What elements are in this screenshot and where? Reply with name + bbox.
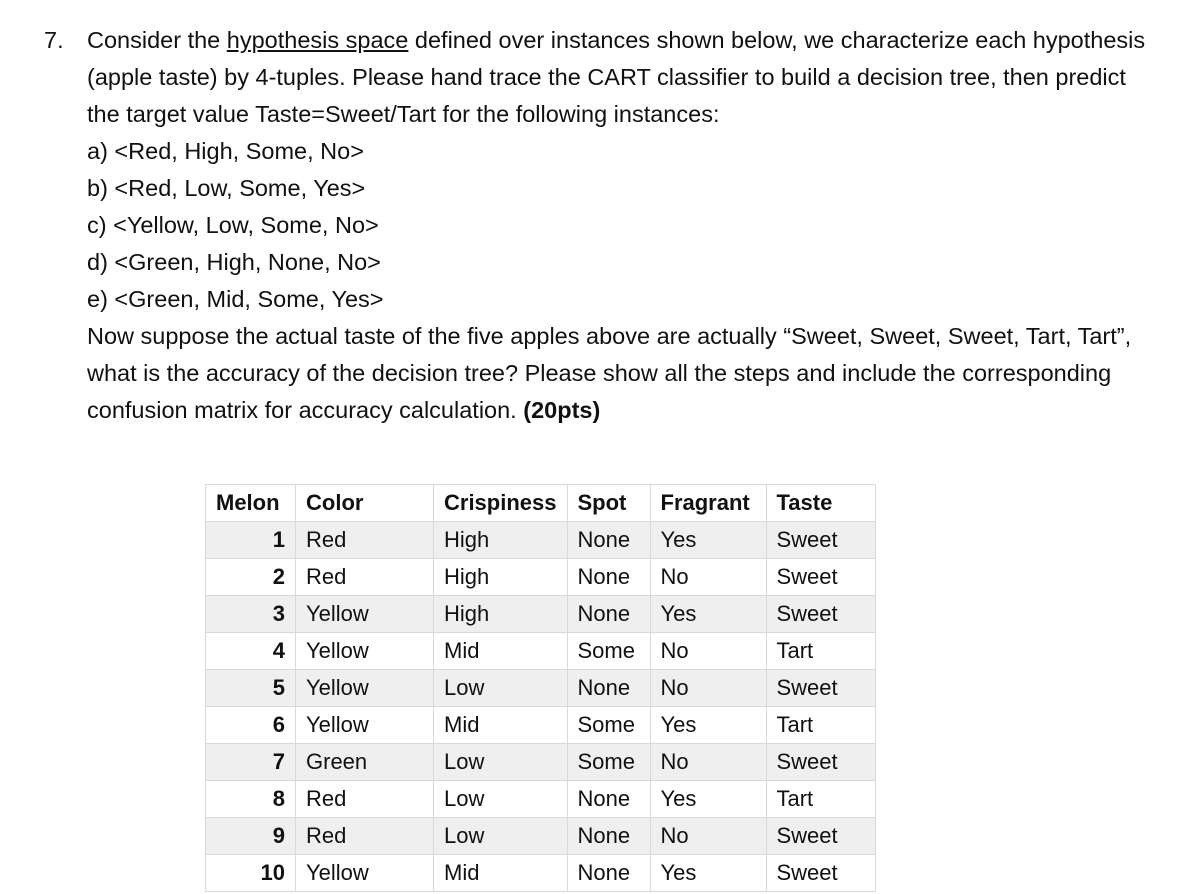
question-number: 7. <box>44 27 64 53</box>
cell-color: Red <box>296 781 434 818</box>
cell-crispiness: Mid <box>434 707 568 744</box>
instance-item: c) <Yellow, Low, Some, No> <box>87 212 379 238</box>
cell-fragrant: Yes <box>650 855 766 892</box>
cell-spot: None <box>567 781 650 818</box>
cell-crispiness: High <box>434 522 568 559</box>
cell-spot: None <box>567 670 650 707</box>
cell-color: Yellow <box>296 633 434 670</box>
cell-spot: Some <box>567 744 650 781</box>
para1-before: Consider the <box>87 27 227 53</box>
cell-spot: None <box>567 818 650 855</box>
table-row <box>206 522 876 559</box>
cell-melon: 8 <box>206 781 296 818</box>
cell-fragrant: Yes <box>650 522 766 559</box>
cell-melon: 3 <box>206 596 296 633</box>
cell-melon: 1 <box>206 522 296 559</box>
cell-spot: None <box>567 855 650 892</box>
cell-crispiness: Low <box>434 744 568 781</box>
cell-fragrant: Yes <box>650 707 766 744</box>
cell-taste: Sweet <box>766 855 875 892</box>
cell-fragrant: No <box>650 559 766 596</box>
cell-spot: Some <box>567 633 650 670</box>
cell-fragrant: No <box>650 670 766 707</box>
header-spot: Spot <box>567 485 650 522</box>
instance-list <box>87 133 1154 318</box>
para1-after: defined over instances shown below, we characterize each hypothesis (apple taste) by 4-tuples. Please hand trace the CART classifier to build a decision tree, then predict the target value Taste=Sweet/Tart for the following instances: <box>87 27 1146 127</box>
table-row <box>206 707 876 744</box>
cell-spot: Some <box>567 707 650 744</box>
cell-taste: Tart <box>766 633 875 670</box>
cell-melon: 5 <box>206 670 296 707</box>
cell-color: Red <box>296 522 434 559</box>
cell-crispiness: High <box>434 559 568 596</box>
cell-fragrant: No <box>650 633 766 670</box>
cell-color: Yellow <box>296 855 434 892</box>
cell-fragrant: No <box>650 818 766 855</box>
cell-taste: Sweet <box>766 522 875 559</box>
cell-fragrant: Yes <box>650 781 766 818</box>
cell-melon: 4 <box>206 633 296 670</box>
cell-spot: None <box>567 596 650 633</box>
cell-color: Red <box>296 818 434 855</box>
table-row <box>206 633 876 670</box>
table-row <box>206 596 876 633</box>
header-crispiness: Crispiness <box>434 485 568 522</box>
cell-color: Yellow <box>296 596 434 633</box>
points-label: (20pts) <box>523 397 601 423</box>
table-header-row <box>206 485 876 522</box>
cell-melon: 2 <box>206 559 296 596</box>
cell-taste: Tart <box>766 781 875 818</box>
table-row <box>206 818 876 855</box>
cell-color: Red <box>296 559 434 596</box>
cell-crispiness: Mid <box>434 855 568 892</box>
cell-fragrant: Yes <box>650 596 766 633</box>
cell-melon: 10 <box>206 855 296 892</box>
header-taste: Taste <box>766 485 875 522</box>
cell-crispiness: Low <box>434 670 568 707</box>
cell-crispiness: High <box>434 596 568 633</box>
header-color: Color <box>296 485 434 522</box>
instance-item: e) <Green, Mid, Some, Yes> <box>87 286 384 312</box>
table-row <box>206 559 876 596</box>
table-row <box>206 781 876 818</box>
cell-crispiness: Low <box>434 781 568 818</box>
cell-taste: Sweet <box>766 596 875 633</box>
table-row <box>206 855 876 892</box>
cell-crispiness: Mid <box>434 633 568 670</box>
instance-item: d) <Green, High, None, No> <box>87 249 381 275</box>
cell-taste: Sweet <box>766 744 875 781</box>
melon-data-table <box>205 484 876 892</box>
cell-fragrant: No <box>650 744 766 781</box>
instance-item: a) <Red, High, Some, No> <box>87 138 364 164</box>
question-paragraph-1 <box>87 22 1154 133</box>
cell-taste: Sweet <box>766 559 875 596</box>
cell-color: Green <box>296 744 434 781</box>
table-row <box>206 744 876 781</box>
cell-taste: Sweet <box>766 670 875 707</box>
instance-item: b) <Red, Low, Some, Yes> <box>87 175 366 201</box>
cell-taste: Tart <box>766 707 875 744</box>
cell-taste: Sweet <box>766 818 875 855</box>
cell-spot: None <box>567 522 650 559</box>
cell-color: Yellow <box>296 707 434 744</box>
cell-melon: 6 <box>206 707 296 744</box>
hypothesis-space-term: hypothesis space <box>226 27 409 53</box>
cell-melon: 9 <box>206 818 296 855</box>
cell-melon: 7 <box>206 744 296 781</box>
cell-spot: None <box>567 559 650 596</box>
header-fragrant: Fragrant <box>650 485 766 522</box>
para2-text: Now suppose the actual taste of the five apples above are actually “Sweet, Sweet, Sweet, Tart, Tart”, what is the accuracy of the decision tree? Please show all the steps and include the corresponding confusion matrix for accuracy calculation. <box>87 323 1132 423</box>
question-body <box>87 22 1154 429</box>
table-row <box>206 670 876 707</box>
header-melon: Melon <box>206 485 296 522</box>
cell-crispiness: Low <box>434 818 568 855</box>
cell-color: Yellow <box>296 670 434 707</box>
question-7 <box>44 22 1154 429</box>
question-paragraph-2 <box>87 318 1154 429</box>
